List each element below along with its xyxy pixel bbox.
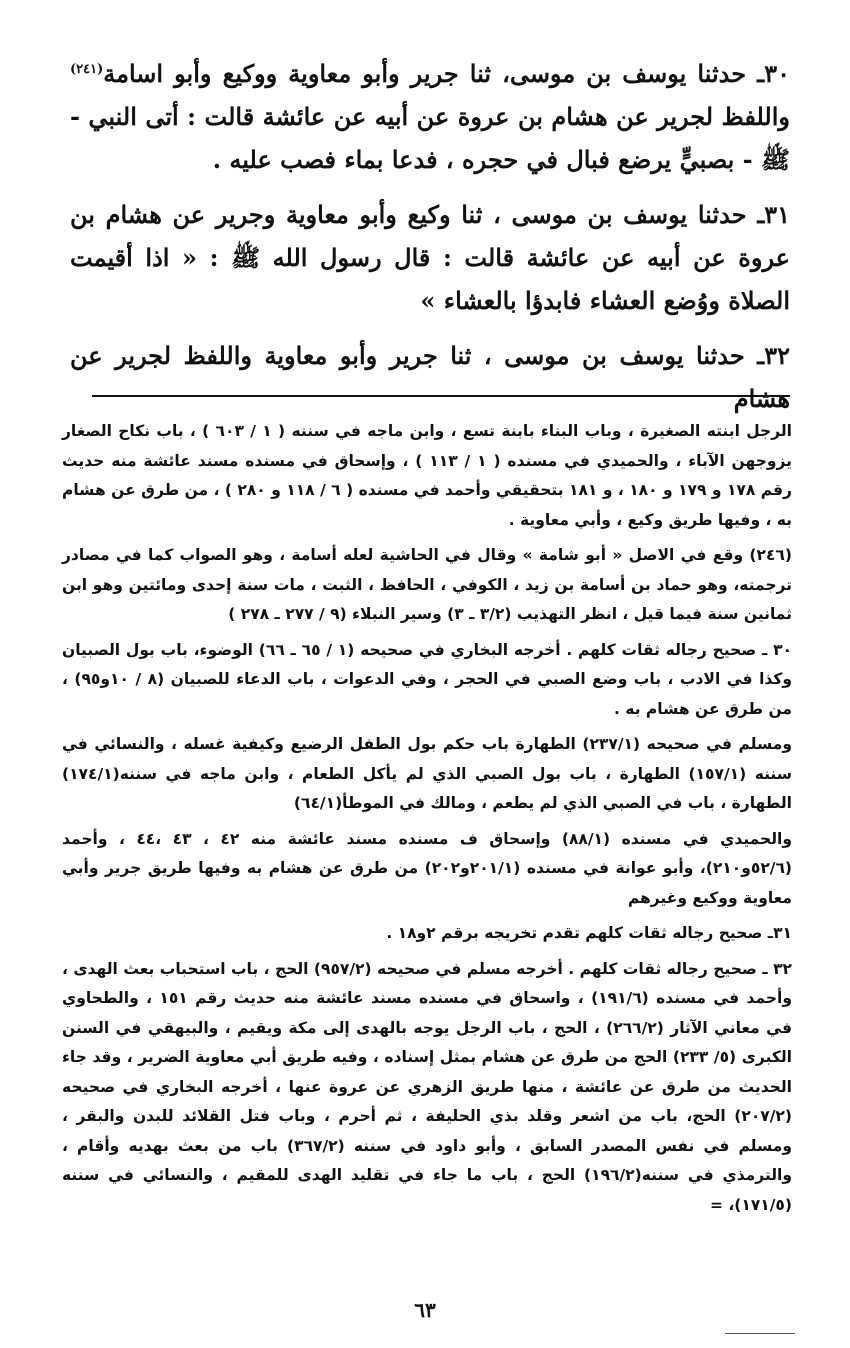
footnote-paragraph: ٣٠ ـ صحيح رجاله ثقات كلهم . أخرجه البخاري في صحيحه (١ / ٦٥ ـ ٦٦) الوضوء، باب بول الصبيان وكذا في الادب ، باب وضع الصبي في الحجر ، وفي الدعوات ، باب الدعاء للصبيان (٨ / ١٠و٩٥) ، من طرق عن هشام به . xyxy=(62,640,792,718)
hadith-30-text: ٣٠ـ حدثنا يوسف بن موسى، ثنا جرير وأبو معاوية ووكيع وأبو اسامة xyxy=(103,59,790,88)
page-number: ٦٣ xyxy=(414,1298,436,1322)
footnotes xyxy=(62,417,792,1226)
hadith-32: ٣٢ـ حدثنا يوسف بن موسى ، ثنا جرير وأبو معاوية واللفظ لجرير عن هشام xyxy=(70,341,790,413)
footnote-separator xyxy=(92,395,790,397)
footnote-ref-241: (٢٤١) xyxy=(70,62,104,77)
footnote-paragraph: (٢٤٦) وقع في الاصل « أبو شامة » وقال في الحاشية لعله أسامة ، وهو الصواب كما في مصادر ترجمته، وهو حماد بن أسامة بن زيد ، الكوفي ، الحافظ ، الثبت ، مات سنة إحدى ومائتين وهو ابن ثمانين سنة فيما قيل ، انظر التهذيب (٣/٢ ـ ٣) وسير النبلاء (٩ / ٢٧٧ ـ ٢٧٨ ) xyxy=(62,546,792,623)
footnote-paragraph: ٣٢ ـ صحيح رجاله ثقات كلهم . أخرجه مسلم في صحيحه (٩٥٧/٢) الحج ، باب استحباب بعث الهدى ، وأحمد في مسنده (١٩١/٦) ، واسحاق في مسنده مسند عائشة منه حديث رقم ١٥١ ، والطحاوي في معاني الآثار (٢٦٦/٢) ، الحج ، باب الرجل يوجه بالهدى إلى مكة ويقيم ، والبيهقي في السنن الكبرى (٥/ ٢٣٣) الحج من طرق عن هشام بمثل إسناده ، وفيه طريق أبي معاوية الضرير ، وقد جاء الحديث من طرق عن عائشة ، منها طريق الزهري عن عروة عنها ، أخرجه البخاري في صحيحه (٢٠٧/٢) الحج، باب من اشعر وقلد بذي الحليفة ، ثم أحرم ، وباب فتل القلائد للبدن والبقر ، ومسلم في نفس المصدر السابق ، وأبو داود في سننه (٣٦٧/٢) باب من بعث بهديه وأقام ، والترمذي في سننه(١٩٦/٢) الحج ، باب ما جاء في تقليد الهدى للمقيم ، والنسائي في سننه (١٧١/٥)، = xyxy=(62,959,793,1214)
footnote-paragraph: ٣١ـ صحيح رجاله ثقات كلهم تقدم تخريجه برقم ٢و١٨ . xyxy=(386,924,792,942)
hadith-30 xyxy=(70,52,790,181)
footnote-paragraph: ومسلم في صحيحه (٢٣٧/١) الطهارة باب حكم بول الطفل الرضيع وكيفية غسله ، والنسائي في سننه (١٥٧/١) الطهارة ، باب بول الصبي الذي لم يأكل الطعام ، وابن ماجه في سننه(١٧٤/١) الطهارة ، باب في الصبي الذي لم يطعم ، ومالك في الموطأ(٦٤/١) xyxy=(62,735,792,812)
hadith-31: ٣١ـ حدثنا يوسف بن موسى ، ثنا وكيع وأبو معاوية وجرير عن هشام بن عروة عن أبيه عن عائشة قالت : قال رسول الله ﷺ : « اذا أقيمت الصلاة ووُضع العشاء فابدؤا بالعشاء » xyxy=(70,200,790,315)
main-text xyxy=(70,52,790,420)
hadith-30-text-cont: واللفظ لجرير عن هشام بن عروة عن أبيه عن عائشة قالت : أتى النبي - ﷺ - بصبيٍّ يرضع فبال في حجره ، فدعا بماء فصب عليه . xyxy=(70,102,790,174)
footnote-paragraph: والحميدي في مسنده (٨٨/١) وإسحاق ف مسنده مسند عائشة منه ٤٢ ، ٤٣ ،٤٤ ، وأحمد (٥٢/٦و٢١٠)، وأبو عوانة في مسنده (٢٠١/١و٢٠٢) من طرق عن هشام به وفيها طريق جرير وأبي معاوية ووكيع وغيرهم xyxy=(62,829,793,907)
bottom-divider xyxy=(725,1333,795,1334)
footnote-paragraph: الرجل ابنته الصغيرة ، وباب البناء بابنة تسع ، وابن ماجه في سننه ( ١ / ٦٠٣ ) ، باب نكاح الصغار يزوجهن الآباء ، والحميدي في مسنده ( ١ / ١١٣ ) ، وإسحاق في مسنده مسند عائشة منه حديث رقم ١٧٨ و ١٧٩ و ١٨٠ ، و ١٨١ بتحقيقي وأحمد في مسنده ( ٦ / ١١٨ و ٢٨٠ ) ، من طرق عن هشام به ، وفيها طريق وكيع ، وأبي معاوية . xyxy=(62,422,792,529)
